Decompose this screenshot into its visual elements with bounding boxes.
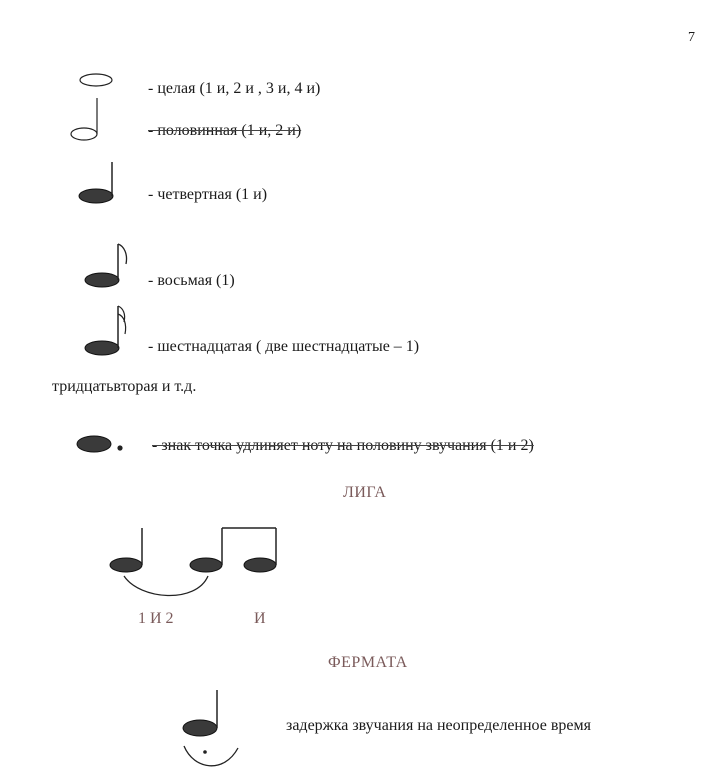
tie-count-label-1: 1 И 2	[138, 610, 174, 627]
dotted-note-icon	[76, 426, 136, 460]
tie-example-icon	[100, 520, 290, 610]
tie-count-label-2: И	[254, 610, 266, 627]
quarter-note-label: - четвертная (1 и)	[148, 186, 268, 203]
dotted-note-label: - знак точка удлиняет ноту на половину звучания (1 и 2)	[152, 437, 534, 454]
tie-heading: ЛИГА	[343, 484, 387, 501]
quarter-note-icon	[78, 160, 128, 210]
half-note-label: - половинная (1 и, 2 и)	[148, 122, 302, 139]
fermata-description: задержка звучания на неопределенное время	[286, 717, 591, 734]
fermata-note-icon	[180, 688, 260, 773]
whole-note-icon	[78, 70, 118, 92]
eighth-note-label: - восьмая (1)	[148, 272, 235, 289]
sixteenth-note-label: - шестнадцатая ( две шестнадцатые – 1)	[148, 338, 420, 355]
thirty-second-note-label: тридцатьвторая и т.д.	[52, 378, 197, 395]
eighth-note-icon	[84, 240, 134, 290]
page-number: 7	[688, 30, 695, 45]
fermata-heading: ФЕРМАТА	[328, 654, 408, 671]
sixteenth-note-icon	[84, 302, 134, 358]
half-note-icon	[70, 96, 120, 146]
whole-note-label: - целая (1 и, 2 и , 3 и, 4 и)	[148, 80, 321, 97]
